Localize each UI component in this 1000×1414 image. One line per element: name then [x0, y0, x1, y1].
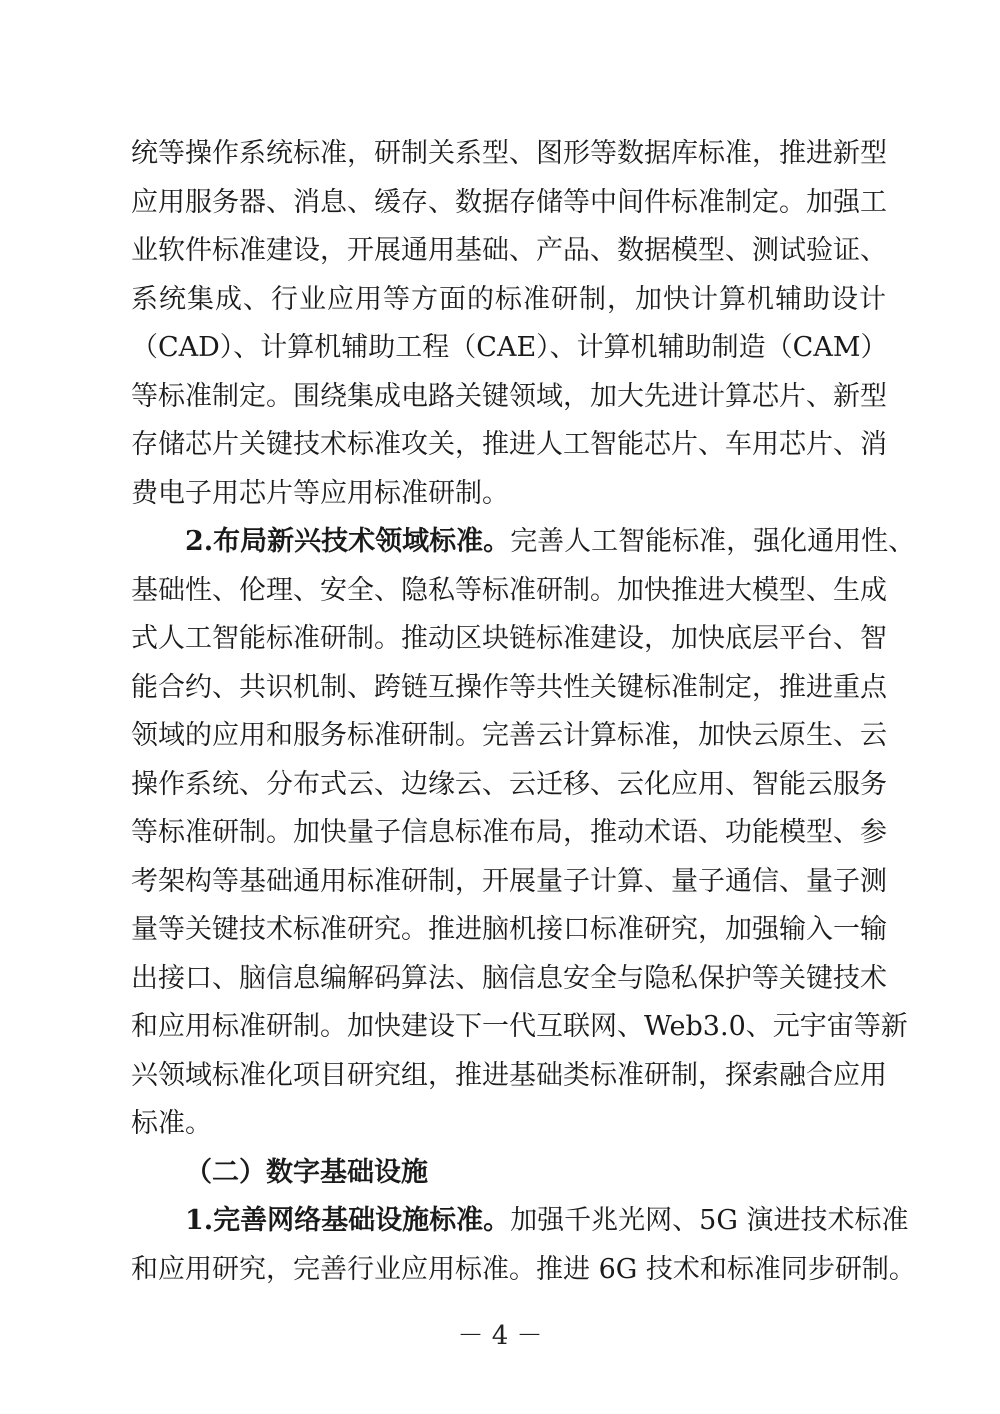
text-line: 基础性、伦理、安全、隐私等标准研制。加快推进大模型、生成 [131, 575, 887, 606]
text-line: 式人工智能标准研制。推动区块链标准建设，加快底层平台、智 [131, 623, 887, 654]
text-line: 量等关键技术标准研究。推进脑机接口标准研究，加强输入一输 [131, 914, 887, 945]
section-heading: （二）数字基础设施 [185, 1157, 428, 1188]
text-line: 等标准研制。加快量子信息标准布局，推动术语、功能模型、参 [131, 817, 887, 848]
text-line: 存储芯片关键技术标准攻关，推进人工智能芯片、车用芯片、消 [131, 429, 887, 460]
text-line: 系统集成、行业应用等方面的标准研制，加快计算机辅助设计 [131, 284, 886, 315]
text-line: 兴领域标准化项目研究组，推进基础类标准研制，探索融合应用 [131, 1060, 887, 1091]
paragraph-first-line [185, 522, 916, 562]
text-line: 业软件标准建设，开展通用基础、产品、数据模型、测试验证、 [131, 235, 887, 266]
text-line: 统等操作系统标准，研制关系型、图形等数据库标准，推进新型 [131, 138, 887, 169]
page-number: － 4 － [457, 1321, 543, 1351]
text-line: 和应用标准研制。加快建设下一代互联网、Web3.0、元宇宙等新 [131, 1011, 908, 1042]
text-line: 考架构等基础通用标准研制，开展量子计算、量子通信、量子测 [131, 866, 887, 897]
text-line: （CAD）、计算机辅助工程（CAE）、计算机辅助制造（CAM） [131, 332, 888, 363]
text-line: 和应用研究，完善行业应用标准。推进 6G 技术和标准同步研制。 [131, 1254, 916, 1285]
text-line: 应用服务器、消息、缓存、数据存储等中间件标准制定。加强工 [131, 187, 887, 218]
text-run: 完善人工智能标准，强化通用性、 [510, 526, 916, 557]
text-line: 操作系统、分布式云、边缘云、云迁移、云化应用、智能云服务 [131, 769, 887, 800]
section-heading-inline: 2.布局新兴技术领域标准。 [185, 526, 511, 557]
paragraph-first-line [185, 1201, 909, 1241]
text-line: 等标准制定。围绕集成电路关键领域，加大先进计算芯片、新型 [131, 381, 887, 412]
text-line: 费电子用芯片等应用标准研制。 [131, 478, 509, 509]
text-run: 加强千兆光网、5G 演进技术标准 [510, 1205, 909, 1236]
section-heading-inline: 1.完善网络基础设施标准。 [185, 1205, 511, 1236]
text-line: 出接口、脑信息编解码算法、脑信息安全与隐私保护等关键技术 [131, 963, 887, 994]
text-line: 领域的应用和服务标准研制。完善云计算标准，加快云原生、云 [131, 720, 887, 751]
text-line: 能合约、共识机制、跨链互操作等共性关键标准制定，推进重点 [131, 672, 887, 703]
text-line: 标准。 [131, 1108, 212, 1139]
